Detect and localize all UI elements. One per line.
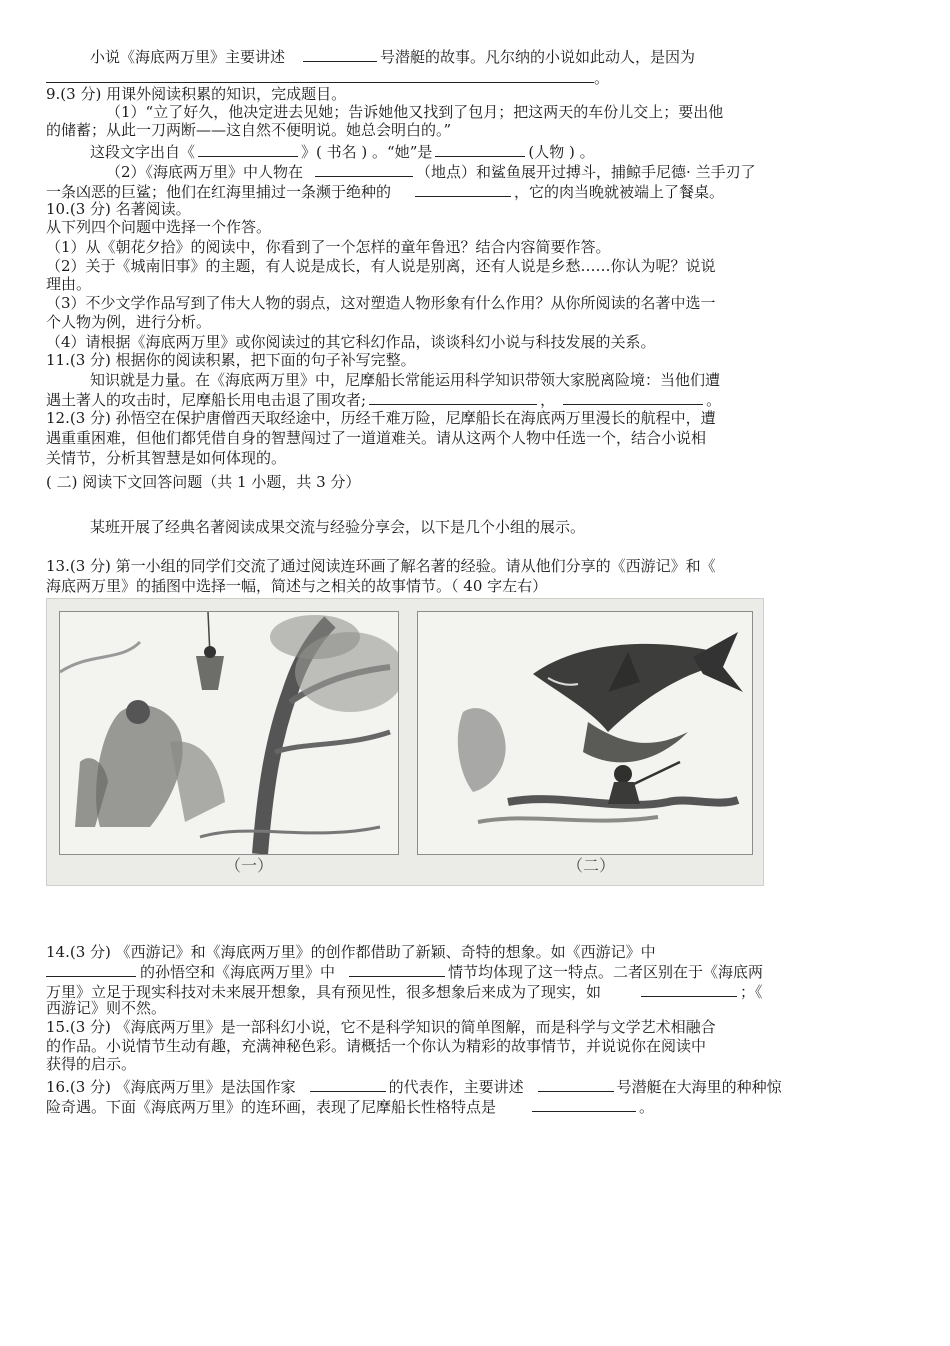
q8-text-a: 小说《海底两万里》主要讲述 <box>90 48 286 66</box>
q16-line-2 <box>46 1097 654 1116</box>
q16-text: 。 <box>639 1098 655 1116</box>
section-2-heading: ( 二) 阅读下文回答问题（共 1 小题，共 3 分） <box>46 473 361 491</box>
q8-line-1 <box>90 47 695 66</box>
q16-line-1 <box>46 1077 782 1096</box>
q9-text: (人物 ) 。 <box>528 143 595 161</box>
answer-blank[interactable] <box>563 390 703 405</box>
q9-text: 》( 书名 ) 。“她”是 <box>301 143 433 161</box>
q9-p1-source-line <box>90 142 595 161</box>
q16-text: 的代表作，主要讲述 <box>388 1078 524 1096</box>
q9-p1-line-2: 的储蓄；从此一刀两断——这自然不便明说。她总会明白的。” <box>46 121 452 139</box>
q11-line-2 <box>46 390 721 409</box>
q10-intro: 从下列四个问题中选择一个作答。 <box>46 218 272 236</box>
book-name-blank[interactable] <box>198 142 298 157</box>
q9-text: 这段文字出自《 <box>90 143 196 161</box>
q15-line-2: 的作品。小说情节生动有趣，充满神秘色彩。请概括一个你认为精彩的故事情节，并说说你在阅读中 <box>46 1037 707 1055</box>
answer-blank[interactable] <box>46 962 136 977</box>
q12-line-2: 遇重重困难，但他们都凭借自身的智慧闯过了一道道难关。请从这两个人物中任选一个，结合小说相 <box>46 429 707 447</box>
submarine-name-blank[interactable] <box>538 1077 614 1092</box>
q16-text: 号潜艇在大海里的种种惊 <box>616 1078 782 1096</box>
q9-text: ，它的肉当晚就被端上了餐桌。 <box>514 183 725 201</box>
q9-text: （2）《海底两万里》中人物在 <box>106 163 304 181</box>
illustration-twenty-thousand-leagues <box>417 611 753 855</box>
q13-line-1: 13.(3 分) 第一小组的同学们交流了通过阅读连环画了解名著的经验。请从他们分享的《西游记》和《 <box>46 557 716 575</box>
q10-option-4: （4）请根据《海底两万里》或你阅读过的其它科幻作品，谈谈科幻小说与科技发展的关系。 <box>46 333 656 351</box>
q16-text: 16.(3 分) 《海底两万里》是法国作家 <box>46 1078 296 1096</box>
illustration-journey-to-the-west <box>59 611 399 855</box>
q14-line-1: 14.(3 分) 《西游记》和《海底两万里》的创作都借助了新颖、奇特的想象。如《西游记》中 <box>46 943 656 961</box>
author-blank[interactable] <box>310 1077 386 1092</box>
answer-blank[interactable] <box>349 962 445 977</box>
caption-2: （二） <box>567 856 616 875</box>
q14-text: 情节均体现了这一特点。二者区别在于《海底两 <box>448 963 764 981</box>
q15-line-3: 获得的启示。 <box>46 1055 137 1073</box>
q11-heading: 11.(3 分) 根据你的阅读积累，把下面的句子补写完整。 <box>46 351 416 369</box>
q13-line-2: 海底两万里》的插图中选择一幅，简述与之相关的故事情节。（ 40 字左右） <box>46 577 548 595</box>
answer-blank[interactable] <box>46 68 594 83</box>
q14-text: ；《 <box>740 983 763 1001</box>
q9-text: （地点）和鲨鱼展开过搏斗，捕鲸手尼德· 兰手刃了 <box>416 163 756 181</box>
q12-line-3: 关情节，分析其智慧是如何体现的。 <box>46 449 287 467</box>
q9-p1-line-1: （1）“立了好久，他决定进去见她；告诉她他又找到了包月；把这两天的车份儿交上；要出他 <box>106 103 724 121</box>
q11-text: 。 <box>706 391 722 409</box>
passage-text: 某班开展了经典名著阅读成果交流与经验分享会，以下是几个小组的展示。 <box>90 518 586 536</box>
q8-text-c: 。 <box>594 69 610 87</box>
answer-blank[interactable] <box>369 390 537 405</box>
q10-option-2-line-1: （2）关于《城南旧事》的主题，有人说是成长，有人说是别离，还有人说是乡愁……你认为呢？说说 <box>46 257 716 275</box>
q9-p2-line-2 <box>46 182 724 201</box>
comic-illustrations <box>46 598 764 886</box>
q8-text-b: 号潜艇的故事。凡尔纳的小说如此动人，是因为 <box>380 48 696 66</box>
q14-line-4: 西游记》则不然。 <box>46 999 167 1017</box>
q10-option-1: （1）从《朝花夕拾》的阅读中，你看到了一个怎样的童年鲁迅？结合内容简要作答。 <box>46 238 611 256</box>
q10-heading: 10.(3 分) 名著阅读。 <box>46 200 191 218</box>
q12-line-1: 12.(3 分) 孙悟空在保护唐僧西天取经途中，历经千难万险，尼摩船长在海底两万里漫长的航程中，遭 <box>46 409 716 427</box>
character-blank[interactable] <box>435 142 525 157</box>
q11-text: 遇土著人的攻击时，尼摩船长用电击退了围攻者; <box>46 391 367 409</box>
q11-text: ， <box>540 391 556 409</box>
q14-text: 万里》立足于现实科技对未来展开想象，具有预见性，很多想象后来成为了现实，如 <box>46 983 602 1001</box>
animal-blank[interactable] <box>415 182 511 197</box>
q9-p2-line-1 <box>106 162 756 181</box>
answer-blank[interactable] <box>641 982 737 997</box>
journey-sketch-icon <box>60 612 398 854</box>
q16-text: 险奇遇。下面《海底两万里》的连环画，表现了尼摩船长性格特点是 <box>46 1098 497 1116</box>
answer-blank[interactable] <box>303 47 377 62</box>
q15-line-1: 15.(3 分) 《海底两万里》是一部科幻小说，它不是科学知识的简单图解，而是科学与文学艺术相融合 <box>46 1018 716 1036</box>
trait-blank[interactable] <box>532 1097 636 1112</box>
q10-option-3-line-1: （3）不少文学作品写到了伟大人物的弱点，这对塑造人物形象有什么作用？从你所阅读的名著中选一 <box>46 294 716 312</box>
shark-sketch-icon <box>418 612 752 854</box>
q14-line-2 <box>46 962 763 981</box>
q9-heading: 9.(3 分) 用课外阅读积累的知识，完成题目。 <box>46 85 347 103</box>
q11-line-1: 知识就是力量。在《海底两万里》中，尼摩船长常能运用科学知识带领大家脱离险境：当他们遭 <box>90 371 721 389</box>
q10-option-3-line-2: 个人物为例，进行分析。 <box>46 313 212 331</box>
q14-text: 的孙悟空和《海底两万里》中 <box>140 963 336 981</box>
q9-text: 一条凶恶的巨鲨；他们在红海里捕过一条濒于绝种的 <box>46 183 392 201</box>
caption-1: （一） <box>225 856 274 875</box>
location-blank[interactable] <box>315 162 413 177</box>
q10-option-2-line-2: 理由。 <box>46 275 92 293</box>
